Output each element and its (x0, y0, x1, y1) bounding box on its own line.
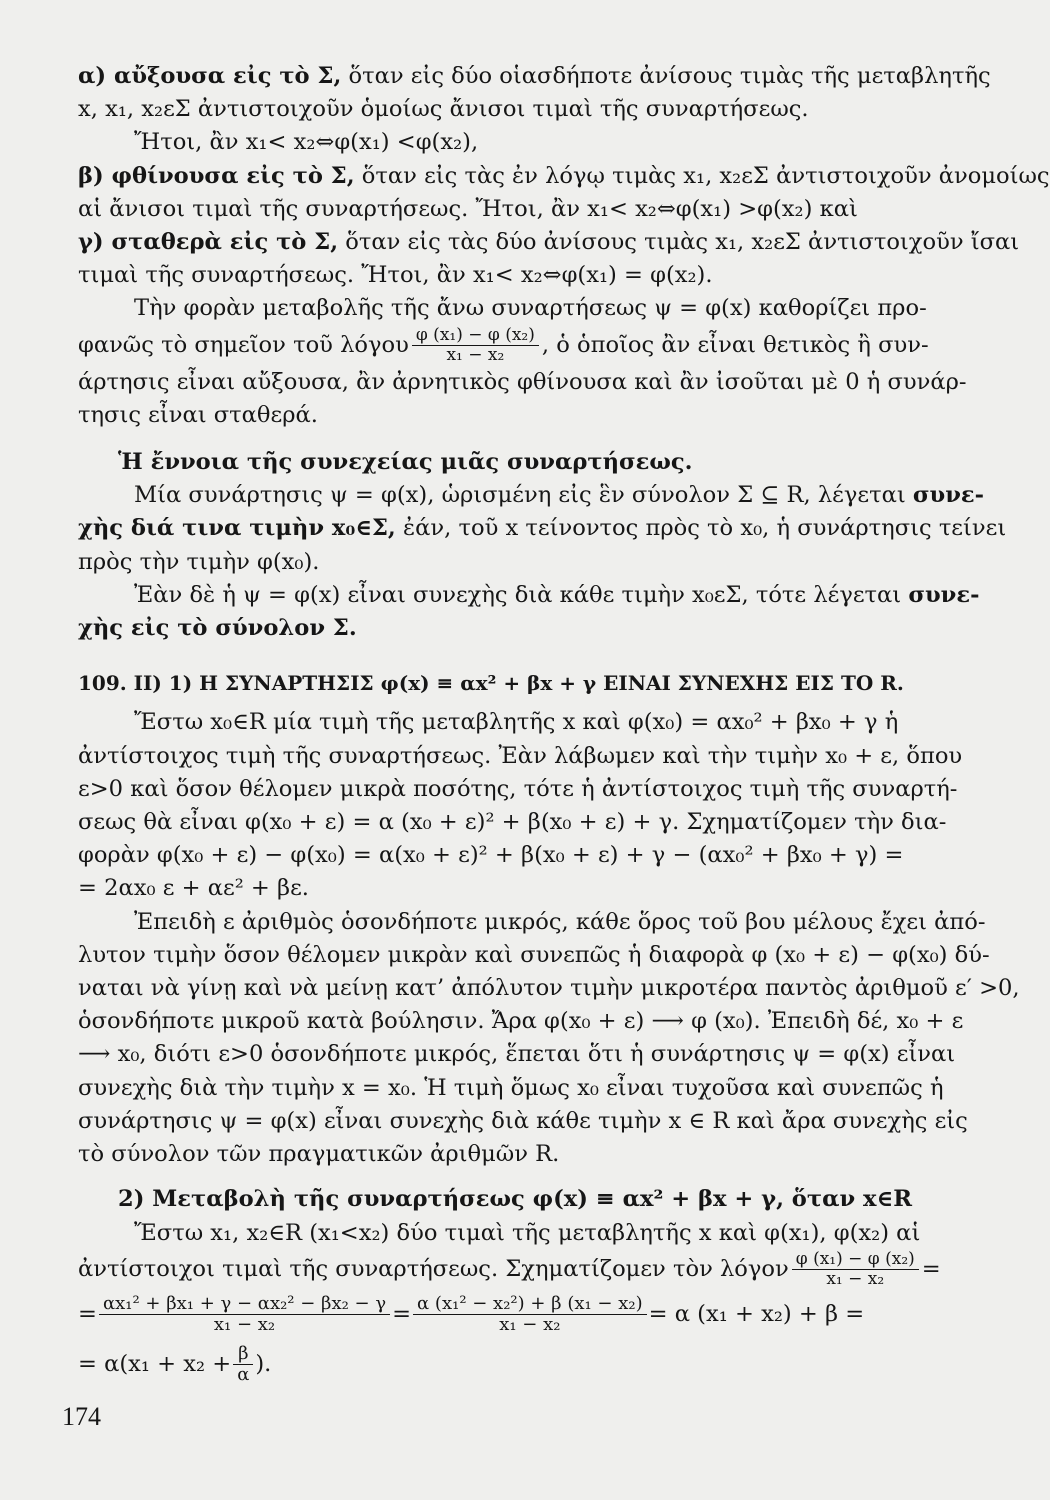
section-heading-109: 109. II) 1) Η ΣΥΝΑΡΤΗΣΙΣ φ(x) ≡ αx² + βx + γ ΕΙΝΑΙ ΣΥΝΕΧΗΣ ΕΙΣ ΤΟ R. (78, 671, 904, 696)
line-text: Ἤτοι, ἂν x₁< x₂⇔φ(x₁) <φ(x₂), (134, 129, 479, 156)
fraction-numerator: φ (x₁) − φ (x₂) (792, 1250, 919, 1270)
fraction-numerator: αx₁² + βx₁ + γ − αx₂² − βx₂ − γ (99, 1294, 390, 1315)
line-text: Ἔστω x₁, x₂∈R (x₁<x₂) δύο τιμαὶ τῆς μεταβλητῆς x καὶ φ(x₁), φ(x₂) αἱ (134, 1219, 921, 1246)
text-line (78, 259, 938, 292)
fraction-numerator: β (233, 1344, 253, 1365)
text-line (78, 1138, 938, 1171)
continuity-heading: Ἡ ἔννοια τῆς συνεχείας μιᾶς συναρτήσεως. (118, 449, 693, 476)
page-number: 174 (62, 1402, 101, 1431)
line-text: ὅταν εἰς τὰς δύο ἀνίσους τιμὰς x₁, x₂εΣ ἀντιστοιχοῦν ἴσαι (338, 229, 1020, 256)
text-line (78, 740, 963, 773)
line-text: ἐάν, τοῦ x τείνοντος πρὸς τὸ x₀, ἡ συνάρτησις τείνει (395, 515, 1007, 542)
line-text: τιμαὶ τῆς συναρτήσεως. Ἤτοι, ἂν x₁< x₂⇔φ(x₁) = φ(x₂). (78, 262, 713, 289)
beta-over-alpha-fraction (233, 1344, 253, 1385)
line-text: ναται νὰ γίνῃ καὶ νὰ μείνῃ κατ’ ἀπόλυτον τιμὴν μικροτέρα παντὸς ἀριθμοῦ ε′ >0, (78, 975, 1020, 1002)
line-text: τησις εἶναι σταθερά. (78, 401, 318, 428)
line-text: Μία συνάρτησις ψ = φ(x), ὡρισμένη εἰς ἓν σύνολον Σ ⊆ R, λέγεται (134, 482, 913, 509)
line-text: ε>0 καὶ ὅσον θέλομεν μικρὰ ποσότης, τότε ἡ ἀντίστοιχος τιμὴ τῆς συναρτή- (78, 775, 958, 802)
line-text: x, x₁, x₂εΣ ἀντιστοιχοῦν ὁμοίως ἄνισοι τιμαὶ τῆς συναρτήσεως. (78, 96, 809, 123)
bold-term: συνε- (908, 581, 980, 608)
ratio-fraction (792, 1250, 919, 1289)
equation-line (78, 1290, 938, 1340)
bold-term: γ) σταθερὰ εἰς τὸ Σ, (78, 229, 339, 256)
text-line (78, 399, 938, 432)
equation-last-line (78, 1340, 938, 1390)
line-text: τὸ σύνολον τῶν πραγματικῶν ἀριθμῶν R. (78, 1141, 560, 1168)
line-text: Ἔστω x₀∈R μία τιμὴ τῆς μεταβλητῆς x καὶ φ(x₀) = αx₀² + βx₀ + γ ἡ (134, 709, 899, 736)
line-text: συνεχὴς διὰ τὴν τιμὴν x = x₀. Ἡ τιμὴ ὅμως x₀ εἶναι τυχοῦσα καὶ συνεπῶς ἡ (78, 1074, 944, 1101)
equation-fraction-1 (99, 1294, 390, 1335)
text-line (78, 612, 938, 645)
fraction-numerator: α (x₁² − x₂²) + β (x₁ − x₂) (413, 1294, 647, 1315)
line-text: ἀντίστοιχος τιμὴ τῆς συναρτήσεως. Ἐὰν λάβωμεν καὶ τὴν τιμὴν x₀ + ε, ὅπου (78, 742, 963, 769)
line-text: συνάρτησις ψ = φ(x) εἶναι συνεχὴς διὰ κάθε τιμὴν x ∈ R καὶ ἄρα συνεχὴς εἰς (78, 1107, 968, 1134)
bold-term: χὴς διά τινα τιμὴν x₀∈Σ, (78, 515, 396, 542)
line-text: Τὴν φορὰν μεταβολῆς τῆς ἄνω συναρτήσεως ψ = φ(x) καθορίζει προ- (134, 295, 927, 322)
text-line-fraction (78, 326, 938, 366)
line-text: ὅταν εἰς τὰς ἐν λόγῳ τιμὰς x₁, x₂εΣ ἀντιστοιχοῦν ἀνομοίως (354, 162, 1050, 189)
fraction-denominator: x₁ − x₂ (826, 1269, 885, 1290)
text-line (78, 1005, 964, 1038)
line-text: πρὸς τὴν τιμὴν φ(x₀). (78, 548, 320, 575)
text-line (78, 906, 986, 939)
line-text: φορὰν φ(x₀ + ε) − φ(x₀) = α(x₀ + ε)² + β(x₀ + ε) + γ − (αx₀² + βx₀ + γ) = (78, 842, 904, 869)
text-line (78, 546, 938, 579)
subheading-2: 2) Μεταβολὴ τῆς συναρτήσεως φ(x) ≡ αx² + βx + γ, ὅταν x∈R (118, 1186, 912, 1213)
text-line (78, 806, 947, 839)
text-line (78, 366, 967, 399)
text-line (78, 226, 1020, 259)
equation-fraction-2 (413, 1294, 647, 1335)
text-line (78, 1105, 968, 1138)
line-text: ⟶ x₀, διότι ε>0 ὁσονδήποτε μικρός, ἕπεται ὅτι ἡ συνάρτησις ψ = φ(x) εἶναι (78, 1041, 956, 1068)
ratio-fraction (412, 326, 539, 365)
equation-text: ). (255, 1351, 272, 1378)
bold-term: συνε- (912, 482, 984, 509)
text-line (78, 292, 938, 325)
line-text: άρτησις εἶναι αὔξουσα, ἂν ἀρνητικὸς φθίνουσα καὶ ἂν ἰσοῦται μὲ 0 ἡ συνάρ- (78, 368, 967, 395)
fraction-denominator: x₁ − x₂ (446, 345, 505, 366)
text-line (78, 1217, 938, 1250)
line-text: Ἐὰν δὲ ἡ ψ = φ(x) εἶναι συνεχὴς διὰ κάθε τιμὴν x₀εΣ, τότε λέγεται (134, 581, 909, 608)
text-line (78, 939, 990, 972)
line-text: = 2αx₀ ε + αε² + βε. (78, 875, 309, 902)
text-line (78, 1072, 944, 1105)
bold-term: β) φθίνουσα εἰς τὸ Σ, (78, 162, 355, 189)
line-text: σεως θὰ εἶναι φ(x₀ + ε) = α (x₀ + ε)² + β(x₀ + ε) + γ. Σχηματίζομεν τὴν δια- (78, 809, 947, 836)
text-line (78, 193, 938, 226)
fraction-denominator: x₁ − x₂ (213, 1314, 276, 1336)
text-line (78, 579, 980, 612)
equation-rest: = α (x₁ + x₂) + β = (648, 1301, 865, 1328)
fraction-denominator: α (237, 1364, 250, 1386)
line-text: αἱ ἄνισοι τιμαὶ τῆς συναρτήσεως. Ἤτοι, ἂν x₁< x₂⇔φ(x₁) >φ(x₂) καὶ (78, 195, 858, 222)
page-text (78, 60, 1050, 1390)
line-text: ὁσονδήποτε μικροῦ κατὰ βούλησιν. Ἄρα φ(x₀ + ε) ⟶ φ (x₀). Ἐπειδὴ δέ, x₀ + ε (78, 1008, 964, 1035)
bold-term: χὴς εἰς τὸ σύνολον Σ. (78, 615, 357, 642)
text-line (78, 773, 958, 806)
line-text: ἀντίστοιχοι τιμαὶ τῆς συναρτήσεως. Σχηματίζομεν τὸν λόγον (78, 1256, 789, 1283)
text-line (78, 512, 1007, 545)
text-line (78, 479, 984, 512)
line-text: , ὁ ὁποῖος ἂν εἶναι θετικὸς ἢ συν- (541, 332, 929, 359)
line-text: Ἐπειδὴ ε ἀριθμὸς ὁσονδήποτε μικρός, κάθε ὅρος τοῦ βου μέλους ἔχει ἀπό- (134, 908, 986, 935)
bold-term: α) αὔξουσα εἰς τὸ Σ, (78, 63, 342, 89)
line-text: = (921, 1256, 941, 1283)
text-line (78, 1038, 956, 1071)
fraction-numerator: φ (x₁) − φ (x₂) (412, 326, 539, 346)
text-line (78, 60, 991, 93)
line-text: λυτον τιμὴν ὅσον θέλομεν μικρὰν καὶ συνεπῶς ἡ διαφορὰ φ (x₀ + ε) − φ(x₀) δύ- (78, 941, 990, 968)
equation-text: = α(x₁ + x₂ + (78, 1351, 232, 1378)
text-line-ratio (78, 1249, 941, 1290)
line-text: φανῶς τὸ σημεῖον τοῦ λόγου (78, 332, 409, 359)
text-line (78, 93, 938, 126)
text-line (78, 706, 938, 739)
line-text: ὅταν εἰς δύο οἱασδήποτε ἀνίσους τιμὰς τῆς μεταβλητῆς (341, 63, 991, 89)
text-line (78, 872, 938, 905)
fraction-denominator: x₁ − x₂ (499, 1314, 561, 1336)
equation-equals: = (392, 1301, 412, 1328)
text-line (78, 126, 938, 159)
equation-lead: = (78, 1301, 97, 1328)
text-line (78, 839, 938, 872)
text-line (78, 160, 1050, 193)
text-line (78, 972, 1020, 1005)
